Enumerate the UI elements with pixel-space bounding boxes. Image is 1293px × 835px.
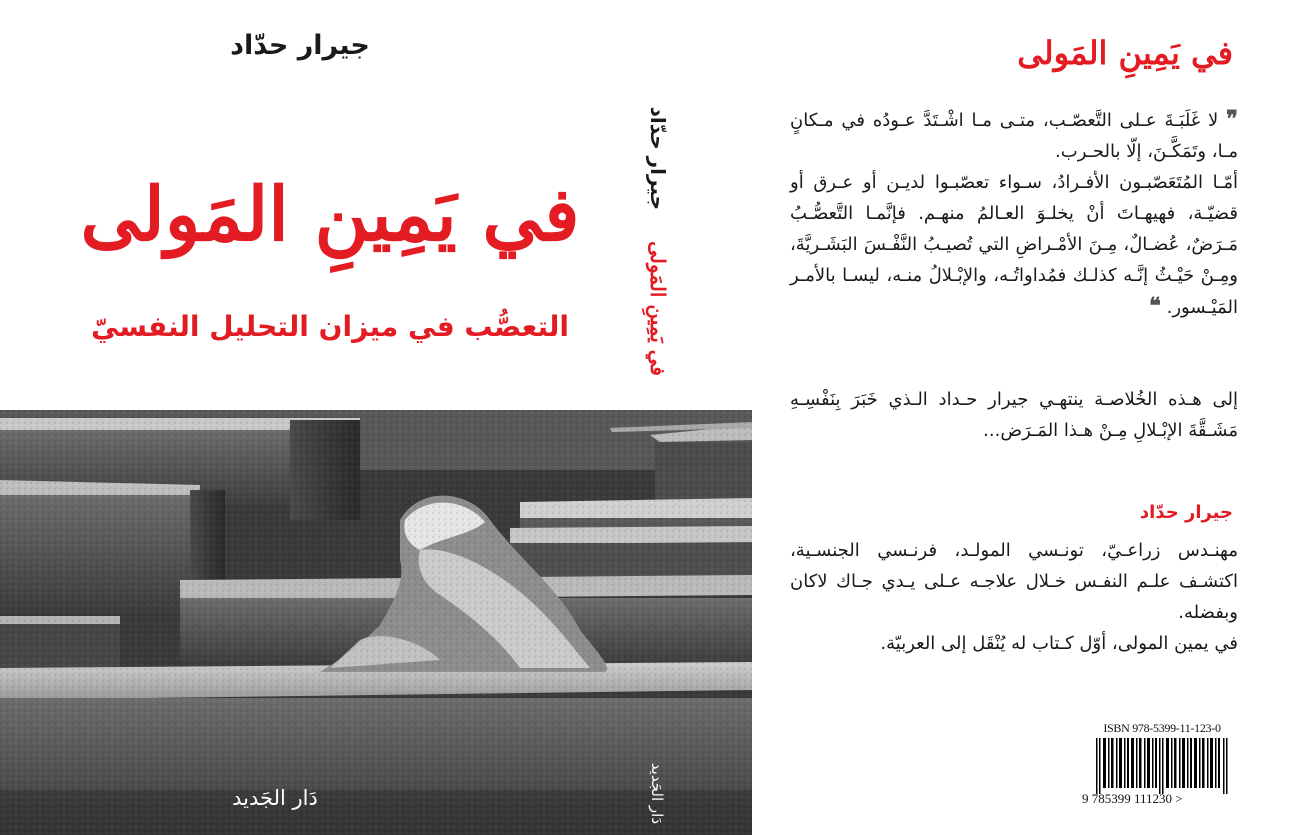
- back-title: في يَمِينِ المَولى: [1017, 34, 1233, 72]
- summary-text: إلى هـذه الخُلاصـة ينتهـي جيرار حـداد الـذي خَبَرَ بِنَفْسِـهِ مَشَـقَّةَ الإبْـلالِ مِـنْ هـذا المَـرَض...: [790, 389, 1238, 441]
- quote-paragraph-2: [790, 167, 1238, 323]
- front-title: في يَمِينِ المَولى: [80, 172, 580, 258]
- quote-text-1: لا غَلَبَـةَ عـلى التَّعصّـب، متـى مـا اشْـتَدَّ عـودُه في مـكانٍ مـا، وتَمَكَّـنَ، إلّا بالحـرب.: [790, 110, 1238, 162]
- isbn-number: ISBN 978-5399-11-123-0: [1103, 721, 1221, 735]
- back-summary: [790, 384, 1238, 446]
- spine-author-name: جيرار حدّاد: [646, 106, 670, 210]
- front-publisher-logo: دَار الجَديد: [232, 786, 318, 810]
- front-author-name: جيرار حدّاد: [230, 30, 370, 61]
- quote-text-2: أمّـا المُتَعَصّبـون الأفـرادُ، سـواء تعصّبـوا لديـن أو عـرق أو قضيّـة، فهيهـاتَ أنْ يخلـوَ العـالمُ منهـم. فإنَّمـا التَّعصُّـبُ مَـرَضٌ، عُضـالٌ، مِـنَ الأمْـراضِ التي تُصيـبُ النَّفْـسَ البَشَـريَّةَ، ومِـنْ حَيْـثُ إنَّـه كذلـك فمُداواتُـه، والإبْـلالُ منـه، ليسـا بالأمـر المَيْـسور.: [790, 172, 1238, 318]
- isbn-barcode-block: [1082, 721, 1236, 825]
- bio-heading: جيرار حدّاد: [1139, 502, 1233, 523]
- spine-publisher-logo: دَار الجَديد: [648, 762, 666, 824]
- front-subtitle: التعصُّب في ميزان التحليل النفسيّ: [91, 310, 569, 343]
- spine-title: في يَمِينِ المَولى: [646, 241, 670, 376]
- barcode-icon: [1094, 738, 1230, 794]
- barcode-digits: 9 785399 111230 >: [1082, 791, 1183, 806]
- author-bio: [790, 535, 1238, 659]
- bio-paragraph-2: في يمين المولى، أوّل كـتاب له يُنْقَل إلى العربيّة.: [880, 633, 1238, 654]
- bio-paragraph-1: مهنـدس زراعـيّ، تونـسي المولـد، فرنـسي الجنسـية، اكتشـف علـم النفـس خـلال علاجـه عـلى يـدي جـاك لاكان وبفضله.: [790, 540, 1238, 623]
- close-quote-icon: ❝: [1149, 293, 1161, 319]
- open-quote-icon: ❞: [1226, 106, 1238, 132]
- quote-paragraph-1: [790, 104, 1238, 167]
- back-quote: [790, 104, 1238, 323]
